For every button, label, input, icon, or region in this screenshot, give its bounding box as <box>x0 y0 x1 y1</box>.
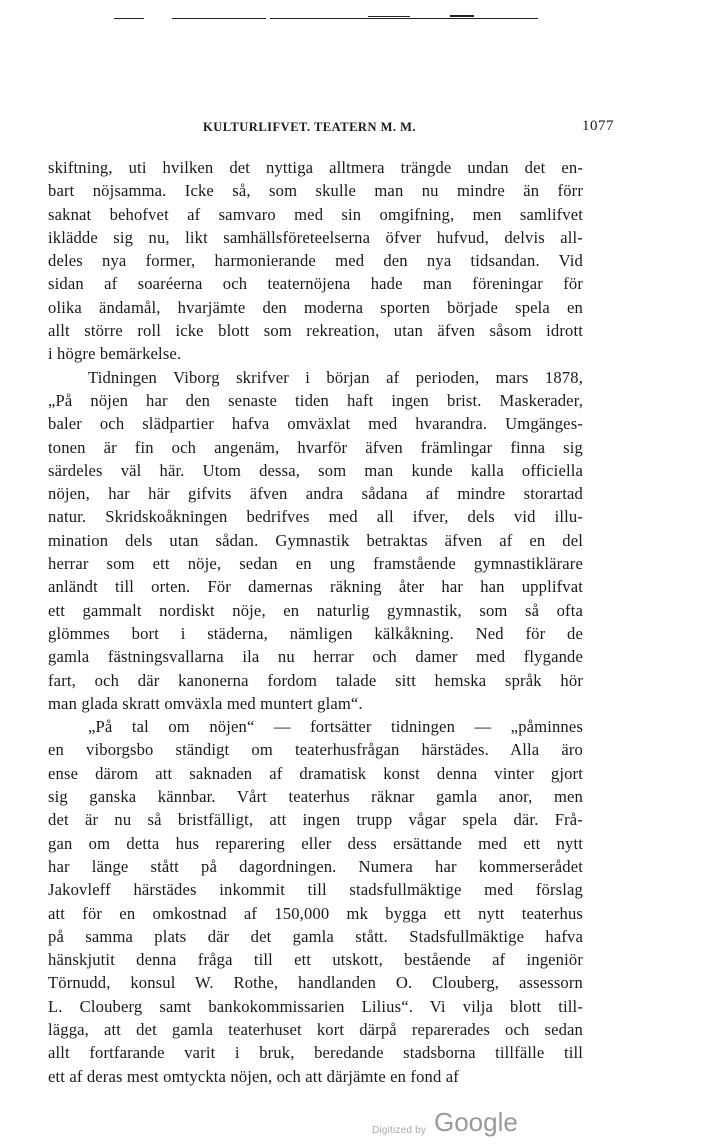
text-line: L. Clouberg samt bankokommissarien Lilius“. Vi vilja blott till- <box>48 996 583 1016</box>
text-line: det är nu så bristfälligt, att ingen trupp vågar spela där. Frå- <box>48 810 583 830</box>
text-line: skiftning, uti hvilken det nyttiga alltmera trängde undan det en- <box>48 158 583 177</box>
text-line: saknat behofvet af samvaro med sin omgifning, men samlifvet <box>48 204 583 224</box>
text-line: Tidningen Viborg skrifver i början af perioden, mars 1878, <box>88 367 583 387</box>
top-rule <box>368 16 410 17</box>
text-line: glömmes bort i städerna, nämligen kälkåkning. Ned för de <box>48 623 583 643</box>
body-text <box>48 156 583 1088</box>
text-line: Jakovleff härstädes inkommit till stadsfullmäktige med förslag <box>48 880 583 900</box>
text-line: i högre bemärkelse. <box>48 344 182 364</box>
text-line: „På tal om nöjen“ — fortsätter tidningen — „påminnes <box>88 717 583 737</box>
text-line: gamla fästningsvallarna ila nu herrar och damer med flygande <box>48 647 583 667</box>
text-line: mination dels utan sådan. Gymnastik betraktas äfven af en del <box>48 530 583 550</box>
paragraph <box>48 156 583 366</box>
text-line: gan om detta hus reparering eller dess ersättande med ett nytt <box>48 833 583 853</box>
text-line: allt större roll icke blott som rekreation, utan äfven såsom idrott <box>48 321 583 341</box>
text-line: Törnudd, konsul W. Rothe, handlanden O. Clouberg, assessorn <box>48 973 583 993</box>
digitized-by-label: Digitized by <box>372 1125 427 1136</box>
text-line: anländt till orten. För damernas räkning åter har han upplifvat <box>48 577 583 597</box>
text-line: iklädde sig nu, likt samhällsföreteelserna öfver hufvud, delvis all- <box>48 227 583 247</box>
text-line: nöjen, har här gifvits äfven andra sådana af mindre storartad <box>48 484 583 504</box>
text-line: ett af deras mest omtyckta nöjen, och att därjämte en fond af <box>48 1066 459 1086</box>
text-line: fart, och där kanonerna fordom talade sitt hemska språk hör <box>48 670 583 690</box>
top-rule <box>114 18 144 19</box>
text-line: „På nöjen har den senaste tiden haft ingen brist. Maskerader, <box>48 390 583 410</box>
page-number: 1077 <box>582 118 614 134</box>
text-line: olika ändamål, hvarjämte den moderna sporten började spela en <box>48 297 583 317</box>
text-line: på samma plats där det gamla stått. Stadsfullmäktige hafva <box>48 926 583 946</box>
text-line: har länge stått på dagordningen. Numera har kommerserådet <box>48 856 583 876</box>
text-line: sidan af soaréerna och teaternöjena hade man föreningar för <box>48 274 583 294</box>
text-line: särdeles väl här. Utom dessa, som man kunde kalla officiella <box>48 460 583 480</box>
text-line: herrar som ett nöje, sedan en ung framstående gymnastiklärare <box>48 554 583 574</box>
text-line: ense därom att saknaden af dramatisk konst denna vinter gjort <box>48 763 583 783</box>
text-line: en viborgsbo ständigt om teaterhusfrågan härstädes. Alla äro <box>48 740 583 760</box>
text-line: man glada skratt omväxla med muntert glam“. <box>48 693 363 713</box>
text-line: hänskjutit denna fråga till ett utskott, bestående af ingeniör <box>48 950 583 970</box>
google-logo: Google <box>434 1107 518 1137</box>
text-line: deles nya former, harmonierande med den nya tidsandan. Vid <box>48 251 583 271</box>
page-header <box>40 120 620 140</box>
text-line: sig ganska kännbar. Vårt teaterhus räknar gamla anor, men <box>48 787 583 807</box>
text-line: ett gammalt nordiskt nöje, en naturlig gymnastik, som så ofta <box>48 600 583 620</box>
paragraph <box>48 366 583 715</box>
text-line: att för en omkostnad af 150,000 mk bygga ett nytt teaterhus <box>48 903 583 923</box>
text-line: tonen är fin och angenäm, hvarför äfven främlingar finna sig <box>48 437 583 457</box>
top-rule <box>172 18 266 19</box>
watermark <box>372 1103 572 1143</box>
text-line: baler och slädpartier hafva omväxlat med hvarandra. Umgänges- <box>48 414 583 434</box>
paragraph <box>48 715 583 1088</box>
top-rule <box>450 15 474 17</box>
text-line: bart nöjsamma. Icke så, som skulle man nu mindre än förr <box>48 181 583 201</box>
text-line: natur. Skridskoåkningen bedrifves med all ifver, dels vid illu- <box>48 507 583 527</box>
text-line: lägga, att det gamla teaterhuset kort därpå reparerades och sedan <box>48 1019 583 1039</box>
top-rule <box>270 18 538 19</box>
text-line: allt fortfarande varit i bruk, beredande stadsborna tillfälle till <box>48 1043 583 1063</box>
running-title: KULTURLIFVET. TEATERN M. M. <box>203 120 417 134</box>
